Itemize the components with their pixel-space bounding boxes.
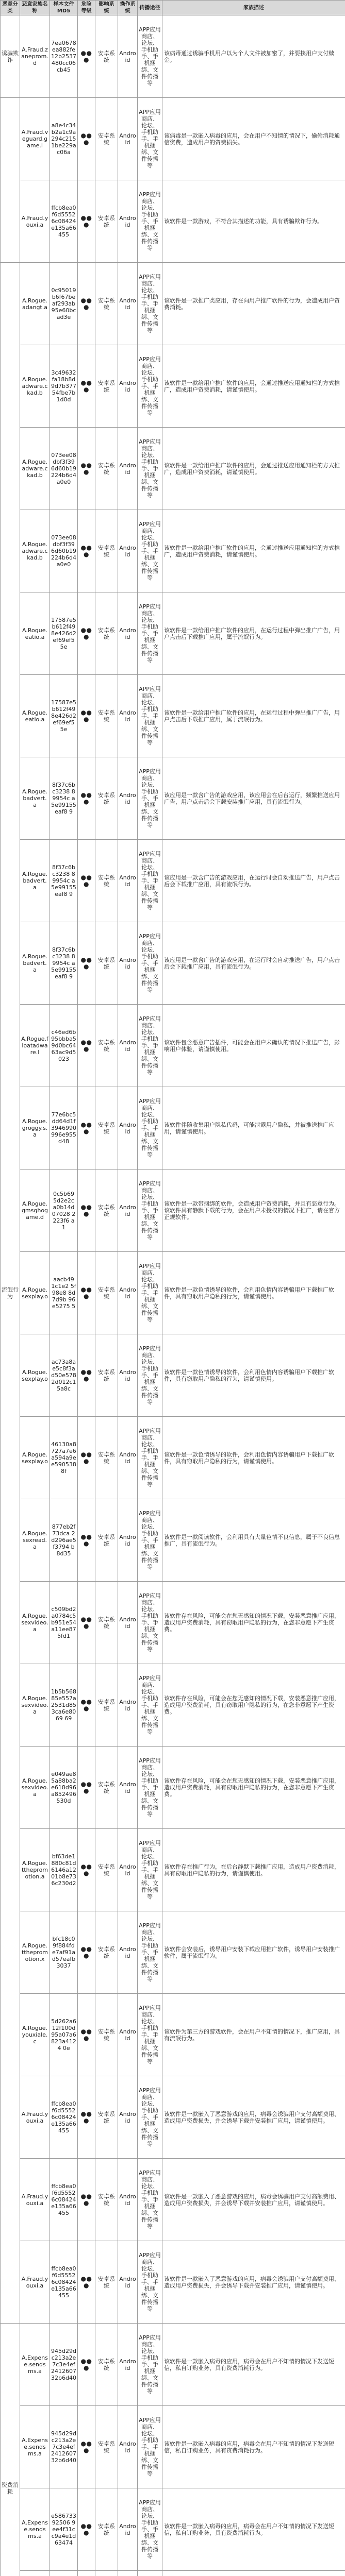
os-cell: Android (118, 1005, 138, 1087)
desc-cell: 该病毒是一款嵌入病毒的应用，会在用户不知情的情况下，偷偷消耗通信资费，造成用户的资费损失。 (162, 98, 345, 180)
table-row (1, 922, 345, 1005)
system-cell: 安卓系统 (95, 1334, 118, 1417)
danger-level-cell: ●●● (78, 1005, 95, 1087)
desc-cell: 该软件是一款给用户推广软件的应用，在运行过程中弹出推广广告，用户点击后下载推广应用，属于流氓行为。 (162, 675, 345, 757)
family-cell: A.Rogue.sexvideo.a (20, 1664, 50, 1747)
md5-cell: aacb49 1c1e2 5f98e8 8d7d9b 96e5275 5 (50, 1252, 78, 1334)
desc-cell: 该软件存在风险，可能会在您无感知的情况下载，安装恶意推广应用，造成用户资费消耗，具有窃取用户隐私的行为，在您非意愿下产生资费。 (162, 1664, 345, 1747)
danger-level-cell: ●●● (78, 1252, 95, 1334)
system-cell: 安卓系统 (95, 2076, 118, 2159)
table-row (1, 2159, 345, 2241)
table-row (1, 2406, 345, 2488)
md5-cell: 073ee08dbf3f396d60b19224b6d4a0e0 (50, 510, 78, 592)
desc-cell: 该软件是一款游戏，不符合其描述的功能，具有诱骗欺诈行为。 (162, 180, 345, 263)
family-cell: A.Rogue.eatio.a (20, 675, 50, 757)
family-cell: A.Fraud.youxi.a (20, 180, 50, 263)
desc-cell: 该软件是一款嵌入病毒的应用，病毒会在用户不知情的情况下发送短信，私自订购业务，具有资费消耗行为。 (162, 2488, 345, 2571)
family-cell: A.Rogue.adangt.a (20, 263, 50, 345)
family-cell: A.Rogue.sexplay.o (20, 1334, 50, 1417)
family-cell: A.Expense.sendsms.a (20, 2488, 50, 2571)
channel-cell: APP应用商店、论坛、手机助手、手机捆绑、文件传播等 (138, 922, 162, 1005)
danger-level-cell: ●●● (78, 592, 95, 675)
family-cell: A.Rogue.sexvideo.a (20, 1747, 50, 1829)
danger-level-cell: ●●● (78, 2159, 95, 2241)
system-cell: 安卓系统 (95, 2406, 118, 2488)
table-row (1, 2488, 345, 2571)
channel-cell: APP应用商店、论坛、手机助手、手机捆绑、文件传播等 (138, 1582, 162, 1664)
danger-level-cell: ●●● (78, 15, 95, 98)
desc-cell: 该应用是一款含广告的游戏应用，该应用会在后台运行，频繁推送应用广告，用户点击后会下载安装推广应用，具有流氓行为。 (162, 757, 345, 840)
family-cell: A.Rogue.gmsghogame.d (20, 1170, 50, 1252)
category-cell: 资费消耗 (1, 2324, 20, 2576)
channel-cell: APP应用商店、论坛、手机助手、手机捆绑、文件传播等 (138, 1170, 162, 1252)
channel-cell: APP应用商店、论坛、手机助手、手机捆绑、文件传播等 (138, 2324, 162, 2406)
os-cell: Android (118, 1087, 138, 1170)
system-cell: 安卓系统 (95, 1252, 118, 1334)
md5-cell: 945d29dc213a2e7c3e4ef241260732b6d40 (50, 2406, 78, 2488)
os-cell: Android (118, 840, 138, 922)
md5-cell: ffcb8ea0f6d55526c08424e135a66455 (50, 2159, 78, 2241)
channel-cell: APP应用商店、论坛、手机助手、手机捆绑、文件传播等 (138, 345, 162, 428)
family-cell: A.Rogue.adware.ckad.b (20, 510, 50, 592)
family-cell: A.Fraud.youxi.a (20, 2159, 50, 2241)
md5-cell: 17587e5b612f498e426d2ef69ef55e (50, 675, 78, 757)
danger-level-cell: ●●● (78, 345, 95, 428)
system-cell: 安卓系统 (95, 510, 118, 592)
system-cell: 安卓系统 (95, 1911, 118, 1994)
family-cell: A.Rogue.badvert.a (20, 840, 50, 922)
os-cell: Android (118, 757, 138, 840)
desc-cell: 该软件会安装后，诱导用户安装下载应用推广软件，诱导用户安装推广软件，属于流氓行为。 (162, 1911, 345, 1994)
channel-cell: APP应用商店、论坛、手机助手、手机捆绑、文件传播等 (138, 2241, 162, 2324)
md5-cell: ac73a8ae5c8f3ad50e5782d012c15a8c (50, 1334, 78, 1417)
channel-cell: APP应用商店、论坛、手机助手、手机捆绑、文件传播等 (138, 592, 162, 675)
channel-cell: APP应用商店、论坛、手机助手、手机捆绑、文件传播等 (138, 675, 162, 757)
system-cell: 安卓系统 (95, 2488, 118, 2571)
system-cell: 安卓系统 (95, 1005, 118, 1087)
table-row (1, 1994, 345, 2076)
family-cell: A.Rogue.tthepromotion.x (20, 1911, 50, 1994)
md5-cell: 0c95019b6f67beaf293ab95e60bcad3e (50, 263, 78, 345)
os-cell: Android (118, 2241, 138, 2324)
family-cell: A.Fraud.youxi.a (20, 2076, 50, 2159)
header-channel: 传播途径 (138, 1, 162, 15)
danger-level-cell: ●●● (78, 1911, 95, 1994)
system-cell: 安卓系统 (95, 1829, 118, 1911)
desc-cell: 该软件是一款给用户推广软件的应用，会通过推送应用通知栏的方式推广，造成用户资费消耗，请谨慎使用。 (162, 345, 345, 428)
family-cell: A.Expense.sendsms.a (20, 2406, 50, 2488)
md5-cell: bfc18c09f884fde7af91ad57eafb3037 (50, 1911, 78, 1994)
os-cell: Android (118, 510, 138, 592)
table-row (1, 345, 345, 428)
channel-cell: APP应用商店、论坛、手机助手、手机捆绑、文件传播等 (138, 180, 162, 263)
os-cell: Android (118, 2488, 138, 2571)
category-cell: 诱骗欺诈 (1, 15, 20, 98)
desc-cell: 该软件包含恶意广告插件，可能会在用户未确认的情况下推送广告，影响用户体验，请谨慎使用。 (162, 1005, 345, 1087)
desc-cell: 该软件是一款带捆绑的软件，会造成用户资费消耗，并且有恶意行为。该软件具有静默下载的行为，会在用户未授权的情况下推广，请在官方正规软件。 (162, 1170, 345, 1252)
md5-cell: e58673392506 9ee4f31cc9a4e1d63474 (50, 2488, 78, 2571)
os-cell: Android (118, 1252, 138, 1334)
os-cell: Android (118, 2324, 138, 2406)
desc-cell: 该应用是一款含广告的游戏应用，在运行时会自动推送广告，用户点击后会下载推广应用，具有流氓行为。 (162, 840, 345, 922)
os-cell: Android (118, 428, 138, 510)
channel-cell: APP应用商店、论坛、手机助手、手机捆绑、文件传播等 (138, 15, 162, 98)
table-row (1, 510, 345, 592)
table-row (1, 2571, 345, 2576)
family-cell: A.Rogue.groggy.s.a (20, 1087, 50, 1170)
danger-level-cell: ●●● (78, 263, 95, 345)
md5-cell: a8e4c34b2a1c9a294c2151be229ac06a (50, 98, 78, 180)
danger-level-cell: ●●● (78, 1582, 95, 1664)
family-cell: A.Rogue.adware.ckad.b (20, 428, 50, 510)
channel-cell: APP应用商店、论坛、手机助手、手机捆绑、文件传播等 (138, 757, 162, 840)
desc-cell: 该软件是一款色情诱导的软件，会利用色情内容诱骗用户下载推广软件，具有窃取用户隐私的行为，请谨慎使用。 (162, 1252, 345, 1334)
system-cell: 安卓系统 (95, 840, 118, 922)
channel-cell: APP应用商店、论坛、手机助手、手机捆绑、文件传播等 (138, 98, 162, 180)
channel-cell: APP应用商店、论坛、手机助手、手机捆绑、文件传播等 (138, 1087, 162, 1170)
family-cell: A.Rogue.eatio.a (20, 592, 50, 675)
table-row (1, 2324, 345, 2406)
desc-cell: 该软件伴随收集用户隐私代码，可能泄露用户隐私，并被推送推广应用，请谨慎使用。 (162, 1087, 345, 1170)
system-cell: 安卓系统 (95, 15, 118, 98)
md5-cell: 073ee08dbf3f396d60b19224b6d4a0e0 (50, 428, 78, 510)
md5-cell: 0c5b69 5d2e2c a0b14d 07028 2223f6 a1 (50, 1170, 78, 1252)
os-cell: Android (118, 2406, 138, 2488)
category-cell (1, 98, 20, 263)
table-row (1, 1829, 345, 1911)
danger-level-cell: ●●● (78, 428, 95, 510)
danger-level-cell: ●●● (78, 510, 95, 592)
danger-level-cell: ●●● (78, 1334, 95, 1417)
danger-level-cell: ●●● (78, 2324, 95, 2406)
desc-cell: 该软件是一款嵌入了恶意游戏的应用，病毒会诱骗用户支付高额费用、造成用户资费损失，并会诱导下载并安装推广应用，请谨慎使用。 (162, 2076, 345, 2159)
desc-cell (162, 2571, 345, 2576)
desc-cell: 该软件是一款给用户推广软件的应用，会通过推送应用通知栏的方式推广，造成用户资费消耗，请谨慎使用。 (162, 428, 345, 510)
table-row (1, 1499, 345, 1582)
os-cell: Android (118, 1994, 138, 2076)
danger-level-cell: ●●● (78, 1747, 95, 1829)
system-cell: 安卓系统 (95, 263, 118, 345)
table-row (1, 428, 345, 510)
table-body (1, 15, 345, 2576)
family-cell: A.Rogue.badvert.a (20, 757, 50, 840)
table-row (1, 1005, 345, 1087)
os-cell: Android (118, 1664, 138, 1747)
md5-cell: ffcb8ea0f6d55526c08424e135a66455 (50, 2076, 78, 2159)
desc-cell: 该软件是一款色情诱导的软件，会利用色情内容诱骗用户下载推广软件，具有窃取用户隐私的行为，请谨慎使用。 (162, 1334, 345, 1417)
system-cell: 安卓系统 (95, 1664, 118, 1747)
os-cell: Android (118, 345, 138, 428)
os-cell: Android (118, 2076, 138, 2159)
table-row (1, 1334, 345, 1417)
table-row (1, 1252, 345, 1334)
md5-cell: 3c49632fa18b8d9d7b37754fbe7b1d0d (50, 345, 78, 428)
family-cell: A.Fraud.veguard.game.l (20, 98, 50, 180)
header-md5: 样本文件MD5 (50, 1, 78, 15)
header-level: 危险等级 (78, 1, 95, 15)
os-cell: Android (118, 98, 138, 180)
header-system: 影响系统 (95, 1, 118, 15)
desc-cell: 该软件存在推广行为，在后台静默下载推广应用，造成用户资费消耗，具有窃取用户隐私的行为，请谨慎使用。 (162, 1829, 345, 1911)
table-row (1, 98, 345, 180)
md5-cell: c46ed6b95bbba59d0bc6463ac9d5023 (50, 1005, 78, 1087)
os-cell: Android (118, 1170, 138, 1252)
family-cell: A.Rogue.floatadware.l (20, 1005, 50, 1087)
table-row (1, 15, 345, 98)
category-cell: 流氓行为 (1, 263, 20, 2324)
danger-level-cell: ●●● (78, 1499, 95, 1582)
header-desc: 家族描述 (162, 1, 345, 15)
table-row (1, 180, 345, 263)
os-cell: Android (118, 263, 138, 345)
md5-cell: 8f37c6bc3238 89954c a5e99155eaf8 9 (50, 922, 78, 1005)
md5-cell: ffcb8ea0f6d55526c08424e135a66455 (50, 2241, 78, 2324)
danger-level-cell: ●●● (78, 2076, 95, 2159)
os-cell: Android (118, 922, 138, 1005)
system-cell: 安卓系统 (95, 1417, 118, 1499)
os-cell: Android (118, 1911, 138, 1994)
channel-cell: APP应用商店、论坛、手机助手、手机捆绑、文件传播等 (138, 2159, 162, 2241)
system-cell: 安卓系统 (95, 1994, 118, 2076)
system-cell: 安卓系统 (95, 2159, 118, 2241)
family-cell: A.Fraud.zaneprom.d (20, 15, 50, 98)
os-cell: Android (118, 1747, 138, 1829)
family-cell: A.Rogue.sexvideo.a (20, 1582, 50, 1664)
channel-cell: APP应用商店、论坛、手机助手、手机捆绑、文件传播等 (138, 2406, 162, 2488)
desc-cell: 该软件是一款色情诱导的软件，会利用色情内容诱骗用户下载推广软件，具有窃取用户隐私的行为，请谨慎使用。 (162, 1417, 345, 1499)
desc-cell: 该病毒通过诱骗手机用户以为个人文件被加密了，并要挟用户支付赎金。 (162, 15, 345, 98)
channel-cell (138, 2571, 162, 2576)
table-row (1, 1417, 345, 1499)
md5-cell: 5d262a612f100d95a07a6823a4124 0e (50, 1994, 78, 2076)
md5-cell: e049ae85a88ba2e618d96a852496530d (50, 1747, 78, 1829)
channel-cell: APP应用商店、论坛、手机助手、手机捆绑、文件传播等 (138, 1747, 162, 1829)
desc-cell: 该软件为第三方的游戏软件，会在用户不知情的情况下，推广应用，具有流氓行为。 (162, 1994, 345, 2076)
danger-level-cell: ●●● (78, 757, 95, 840)
header-family: 恶意家族名称 (20, 1, 50, 15)
os-cell: Android (118, 1334, 138, 1417)
table-row (1, 1582, 345, 1664)
channel-cell: APP应用商店、论坛、手机助手、手机捆绑、文件传播等 (138, 1664, 162, 1747)
os-cell: Android (118, 180, 138, 263)
system-cell: 安卓系统 (95, 2241, 118, 2324)
desc-cell: 该软件存在风险，可能会在您无感知的情况下载，安装恶意推广应用，造成用户资费消耗，具有窃取用户隐私的行为，在您非意愿下产生资费。 (162, 1582, 345, 1664)
desc-cell: 该软件存在风险，可能会在您无感知的情况下载，安装恶意推广应用，造成用户资费消耗，具有窃取用户隐私的行为，在您非意愿下产生资费。 (162, 1747, 345, 1829)
table-row (1, 2241, 345, 2324)
danger-level-cell: ●●● (78, 2241, 95, 2324)
os-cell: Android (118, 675, 138, 757)
os-cell: Android (118, 592, 138, 675)
danger-level-cell: ●●● (78, 180, 95, 263)
channel-cell: APP应用商店、论坛、手机助手、手机捆绑、文件传播等 (138, 1994, 162, 2076)
channel-cell: APP应用商店、论坛、手机助手、手机捆绑、文件传播等 (138, 428, 162, 510)
channel-cell: APP应用商店、论坛、手机助手、手机捆绑、文件传播等 (138, 1334, 162, 1417)
table-row (1, 757, 345, 840)
header-category: 恶意分类 (1, 1, 20, 15)
table-row (1, 675, 345, 757)
table-row (1, 1911, 345, 1994)
danger-level-cell: ●●● (78, 1829, 95, 1911)
channel-cell: APP应用商店、论坛、手机助手、手机捆绑、文件传播等 (138, 510, 162, 592)
os-cell: Android (118, 1417, 138, 1499)
family-cell: A.Rogue.tthepromotion.a (20, 1829, 50, 1911)
table-row (1, 592, 345, 675)
desc-cell: 该软件是一款嵌入病毒的应用，病毒会在用户不知情的情况下发送短信，私自订购业务，具有资费消耗行为。 (162, 2406, 345, 2488)
system-cell: 安卓系统 (95, 98, 118, 180)
family-cell: A.Rogue.youxiale.c (20, 1994, 50, 2076)
os-cell: Android (118, 15, 138, 98)
family-cell: A.Rogue.sexplay.o (20, 1417, 50, 1499)
system-cell: 安卓系统 (95, 2324, 118, 2406)
desc-cell: 该软件是一款嵌入了恶意游戏的应用，病毒会诱骗用户支付高额费用、造成用户资费损失，并会诱导下载并安装推广应用，请谨慎使用。 (162, 2159, 345, 2241)
desc-cell: 该软件是一款阅读软件，会利用具有大量色情不良信息，属于不良信息推广，具有流氓行为。 (162, 1499, 345, 1582)
md5-cell: bf63de1880c81d6146a1201b8e736c230d2 (50, 1829, 78, 1911)
channel-cell: APP应用商店、论坛、手机助手、手机捆绑、文件传播等 (138, 1417, 162, 1499)
channel-cell: APP应用商店、论坛、手机助手、手机捆绑、文件传播等 (138, 1005, 162, 1087)
danger-level-cell: ●●● (78, 1417, 95, 1499)
md5-cell: c509bd2a0784c5b951e54a11ee875fd1 (50, 1582, 78, 1664)
family-cell: A.Rogue.sexplay.o (20, 1252, 50, 1334)
family-cell: A.Rogue.badvert.a (20, 922, 50, 1005)
table-header-row (1, 1, 345, 15)
system-cell: 安卓系统 (95, 1747, 118, 1829)
danger-level-cell: ●●● (78, 98, 95, 180)
system-cell (95, 2571, 118, 2576)
family-cell: A.Expense.sendsms.a (20, 2324, 50, 2406)
danger-level-cell: ●●● (78, 922, 95, 1005)
os-cell: Android (118, 2159, 138, 2241)
md5-cell: 77e6bc5dd64d1f3946990996e955d48 (50, 1087, 78, 1170)
danger-level-cell: ●●● (78, 1087, 95, 1170)
system-cell: 安卓系统 (95, 922, 118, 1005)
os-cell (118, 2571, 138, 2576)
family-cell: A.Rogue.sexread.a (20, 1499, 50, 1582)
channel-cell: APP应用商店、论坛、手机助手、手机捆绑、文件传播等 (138, 263, 162, 345)
family-cell: A.Fraud.youxi.a (20, 2241, 50, 2324)
desc-cell: 该应用是一款含广告的游戏应用，在运行时会自动推送广告，用户点击后会下载推广应用，具有流氓行为。 (162, 922, 345, 1005)
table-row (1, 2076, 345, 2159)
md5-cell: 945d29dc213a2e7c3e4ef241260732b6d40 (50, 2324, 78, 2406)
os-cell: Android (118, 1829, 138, 1911)
table-row (1, 1170, 345, 1252)
table-row (1, 263, 345, 345)
family-cell: A.Rogue.adware.ckad.b (20, 345, 50, 428)
danger-level-cell: ●●● (78, 1994, 95, 2076)
system-cell: 安卓系统 (95, 428, 118, 510)
danger-level-cell: ●●● (78, 2488, 95, 2571)
system-cell: 安卓系统 (95, 675, 118, 757)
desc-cell: 该软件是一款给用户推广软件的应用，会通过推送应用通知栏的方式推广，造成用户资费消耗，请谨慎使用。 (162, 510, 345, 592)
md5-cell: 7ea0678ea882fe12b2537480cc06cb45 (50, 15, 78, 98)
system-cell: 安卓系统 (95, 1499, 118, 1582)
system-cell: 安卓系统 (95, 1582, 118, 1664)
channel-cell: APP应用商店、论坛、手机助手、手机捆绑、文件传播等 (138, 1252, 162, 1334)
table-row (1, 1087, 345, 1170)
table-row (1, 840, 345, 922)
os-cell: Android (118, 1499, 138, 1582)
md5-cell: ffcb8ea0f6d55526c08424e135a66455 (50, 180, 78, 263)
desc-cell: 该软件是一款嵌入了恶意游戏的应用，病毒会诱骗用户支付高额费用、造成用户资费损失，并会诱导下载并安装推广应用，请谨慎使用。 (162, 2241, 345, 2324)
danger-level-cell: ●●● (78, 2406, 95, 2488)
system-cell: 安卓系统 (95, 1087, 118, 1170)
os-cell: Android (118, 1582, 138, 1664)
desc-cell: 该软件是一款嵌入病毒的应用，病毒会在用户不知情的情况下发送短信，私自订购业务，具有资费消耗行为。 (162, 2324, 345, 2406)
md5-cell: 877eb2f73dca 2d296ae5 f3794 b8d35 (50, 1499, 78, 1582)
table-row (1, 1664, 345, 1747)
danger-level-cell: ●●● (78, 840, 95, 922)
channel-cell: APP应用商店、论坛、手机助手、手机捆绑、文件传播等 (138, 1499, 162, 1582)
system-cell: 安卓系统 (95, 592, 118, 675)
danger-level-cell: ●●● (78, 675, 95, 757)
danger-level-cell: ●●● (78, 1170, 95, 1252)
md5-cell: 8f37c6bc3238 89954c a5e99155eaf8 9 (50, 757, 78, 840)
channel-cell: APP应用商店、论坛、手机助手、手机捆绑、文件传播等 (138, 1829, 162, 1911)
channel-cell: APP应用商店、论坛、手机助手、手机捆绑、文件传播等 (138, 840, 162, 922)
desc-cell: 该软件是一款给用户推广软件的应用，在运行过程中弹出推广广告，用户点击后下载推广应用，属于流氓行为。 (162, 592, 345, 675)
danger-level-cell (78, 2571, 95, 2576)
header-os: 操作系统 (118, 1, 138, 15)
desc-cell: 该软件是一款推广类应用，存在向用户推广软件的行为，会造成用户资费消耗。 (162, 263, 345, 345)
channel-cell: APP应用商店、论坛、手机助手、手机捆绑、文件传播等 (138, 2488, 162, 2571)
table-row (1, 1747, 345, 1829)
channel-cell: APP应用商店、论坛、手机助手、手机捆绑、文件传播等 (138, 1911, 162, 1994)
md5-cell (50, 2571, 78, 2576)
md5-cell: 8f37c6bc3238 89954c a5e99155eaf8 9 (50, 840, 78, 922)
md5-cell: 17587e5b612f498e426d2ef69ef55e (50, 592, 78, 675)
system-cell: 安卓系统 (95, 757, 118, 840)
family-cell (20, 2571, 50, 2576)
system-cell: 安卓系统 (95, 345, 118, 428)
channel-cell: APP应用商店、论坛、手机助手、手机捆绑、文件传播等 (138, 2076, 162, 2159)
system-cell: 安卓系统 (95, 180, 118, 263)
md5-cell: 46130a8727a7e6a594a9ee5905388f (50, 1417, 78, 1499)
danger-level-cell: ●●● (78, 1664, 95, 1747)
md5-cell: 1b5b56885e557a2531d853ca6e8069 69 (50, 1664, 78, 1747)
system-cell: 安卓系统 (95, 1170, 118, 1252)
